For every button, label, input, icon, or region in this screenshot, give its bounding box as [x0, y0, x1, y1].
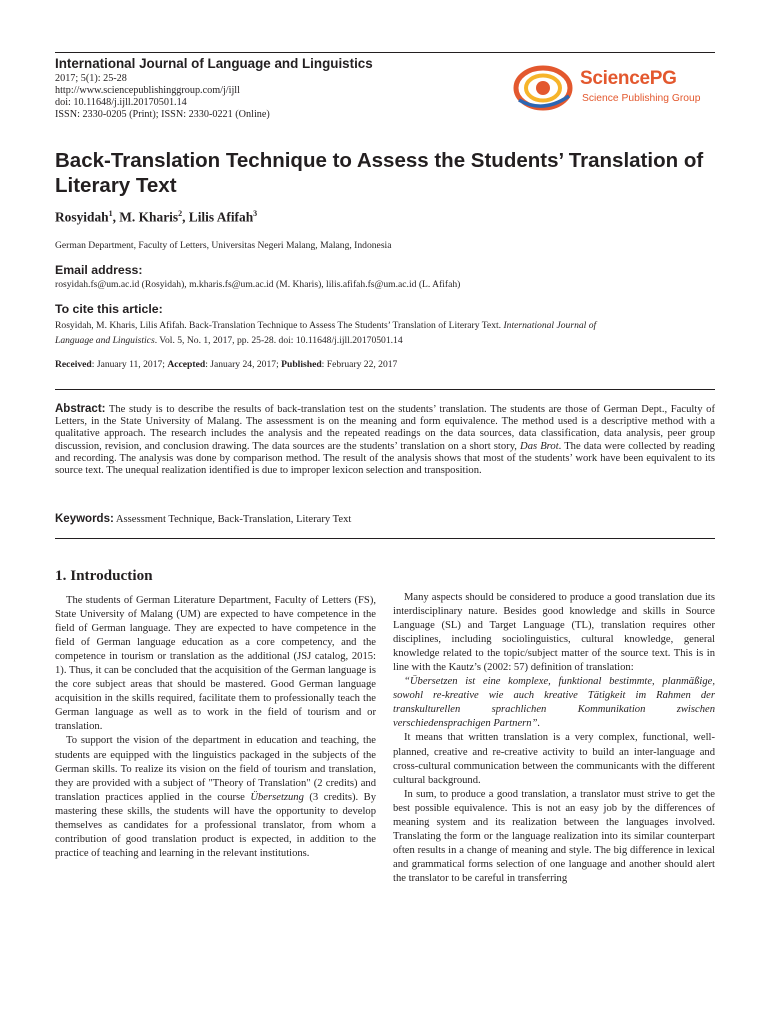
author-name: Lilis Afifah	[188, 209, 254, 225]
paragraph	[55, 734, 376, 860]
citation-line-2	[55, 333, 403, 348]
affiliation: German Department, Faculty of Letters, Universitas Negeri Malang, Malang, Indonesia	[55, 240, 392, 251]
citation-journal-cont: Language and Linguistics	[55, 335, 155, 346]
author-sup: 2	[178, 209, 183, 218]
abstract-text-end: . The data were collected by reading and recording. The analysis was done by comparison method. The result of the analysis shows that most of the students’ work have been equivalent to its source text. The unequal realization identified is due to improper lexicon selection and transposition.	[55, 440, 715, 477]
author-name: Rosyidah	[55, 209, 109, 225]
author-list	[55, 209, 257, 225]
published-date: : February 22, 2017	[321, 359, 398, 370]
paragraph-italic: Übersetzung	[250, 791, 304, 803]
journal-name: International Journal of Language and Linguistics	[55, 56, 373, 71]
email-heading: Email address:	[55, 263, 143, 277]
journal-issn: ISSN: 2330-0205 (Print); ISSN: 2330-0221 (Online)	[55, 109, 270, 120]
accepted-date: : January 24, 2017;	[205, 359, 282, 370]
author-separator: ,	[112, 209, 120, 225]
left-column	[55, 594, 376, 861]
sciencepg-logo	[513, 62, 718, 112]
article-title: Back-Translation Technique to Assess the Students’ Translation of Literary Text	[55, 149, 704, 197]
keywords-label: Keywords:	[55, 513, 114, 525]
citation-journal: International Journal of	[503, 320, 597, 331]
abstract-label: Abstract:	[55, 403, 106, 415]
logo-name: SciencePG	[580, 68, 677, 89]
paragraph: The students of German Literature Department, Faculty of Letters (FS), State University of Malang (UM) are expected to have competence in the field of German language. They are expected to have competence in the field of German language education as a core competency, and the competence in tourism or translation as the additional (JSJ catalog, 2015: 1). Thus, it can be concluded that the acquisition of the German language is the core subject areas that should be mastered. Good German language acquisition in the skills required, facilitate them to professionally teach the German language as well as to work in the field of tourism and or translation.	[55, 595, 376, 733]
paragraph-text: To support the vision of the department in education and teaching, the students are equipped with the linguistics packaged in the subjects of the German skills. To realize its vision on the field of tourism and translation, they are provided with a subject of "Theory of Translation" (2 credits) and translation practices applied in the course	[55, 735, 376, 803]
block-quote: “Übersetzen ist eine komplexe, funktional bestimmte, planmäßige, sowohl re-kreative wie auch kreative Tätigkeit im Rahmen der transkulturellen sprachlichen Kommunikation zwischen verschiedensprachigen Partnern”.	[393, 676, 715, 730]
header-rule	[55, 52, 715, 53]
citation-line-1	[55, 318, 596, 333]
right-column	[393, 591, 715, 886]
paragraph: Many aspects should be considered to produce a good translation due its interdisciplinary nature. Besides good knowledge and skills in Source Language (SL) and Target Language (TL), translation requires other disciplines, including sociolinguistics, cultural knowledge, general knowledge related to the topic/subject matter of the source text. This is in line with the Kautz’s (2002: 57) definition of translation:	[393, 592, 715, 674]
paragraph: In sum, to produce a good translation, a translator must strive to get the best possible equivalence. This is not an easy job by the differences of meaning system and its realization between the languages involved. Translating the form or the language realization into its similar counterpart often results in a change of meaning and style. The big difference in lexical and grammatical forms selection of one language and another should alert the translator to be careful in transferring	[393, 788, 715, 884]
article-dates	[55, 357, 397, 372]
citation-text: Rosyidah, M. Kharis, Lilis Afifah. Back-Translation Technique to Assess The Students’ Translation of Literary Text.	[55, 320, 504, 331]
author-sup: 3	[253, 209, 258, 218]
author-separator: ,	[182, 209, 189, 225]
paragraph-text-end: (3 credits). By mastering these skills, the students will have the opportunity to develop themselves as candidates for a professional translator, from whom a contribution of good translation product is expected, in addition to the practice of teaching and learning in the relevant institutions.	[55, 791, 376, 859]
author-name: M. Kharis	[119, 209, 179, 225]
keywords	[55, 513, 351, 525]
divider	[55, 538, 715, 539]
published-label: Published	[281, 359, 322, 370]
email-addresses[interactable]: rosyidah.fs@um.ac.id (Rosyidah), m.kharis.fs@um.ac.id (M. Kharis), lilis.afifah.fs@um.ac.id (L. Afifah)	[55, 279, 461, 290]
author-sup: 1	[108, 209, 113, 218]
accepted-label: Accepted	[167, 359, 206, 370]
citation-details: . Vol. 5, No. 1, 2017, pp. 25-28. doi: 10.11648/j.ijll.20170501.14	[154, 335, 403, 346]
received-date: : January 11, 2017;	[91, 359, 168, 370]
keywords-text: Assessment Technique, Back-Translation, Literary Text	[113, 514, 352, 525]
journal-issue: 2017; 5(1): 25-28	[55, 73, 127, 84]
paragraph: It means that written translation is a very complex, functional, well-planned, creative and re-creative activity to build an inter-language and cross-cultural communication between the communicants with the different cultural background.	[393, 732, 715, 786]
journal-doi: doi: 10.11648/j.ijll.20170501.14	[55, 97, 187, 108]
journal-url[interactable]: http://www.sciencepublishinggroup.com/j/ijll	[55, 85, 240, 96]
logo-subtitle: Science Publishing Group	[582, 93, 701, 104]
abstract	[55, 403, 715, 477]
journal-header	[55, 50, 715, 130]
divider	[55, 389, 715, 390]
abstract-text: The study is to describe the results of back-translation test on the students’ translation. The students are those of German Dept., Faculty of Letters, in the State University of Malang. The assessment is on the meaning and form equivalence. The method used is a descriptive method with a qualitative approach. The research includes the analysis and the repeated readings on the data sources, data classification, data analysis, peer group discussion, revision, and conclusion drawing. The data sources are the students’ translation on a short story,	[55, 404, 715, 452]
cite-heading: To cite this article:	[55, 302, 163, 316]
received-label: Received	[55, 359, 92, 370]
abstract-italic: Das Brot	[520, 440, 559, 452]
sciencepg-logo-icon	[513, 62, 575, 112]
section-heading: 1. Introduction	[55, 567, 153, 584]
